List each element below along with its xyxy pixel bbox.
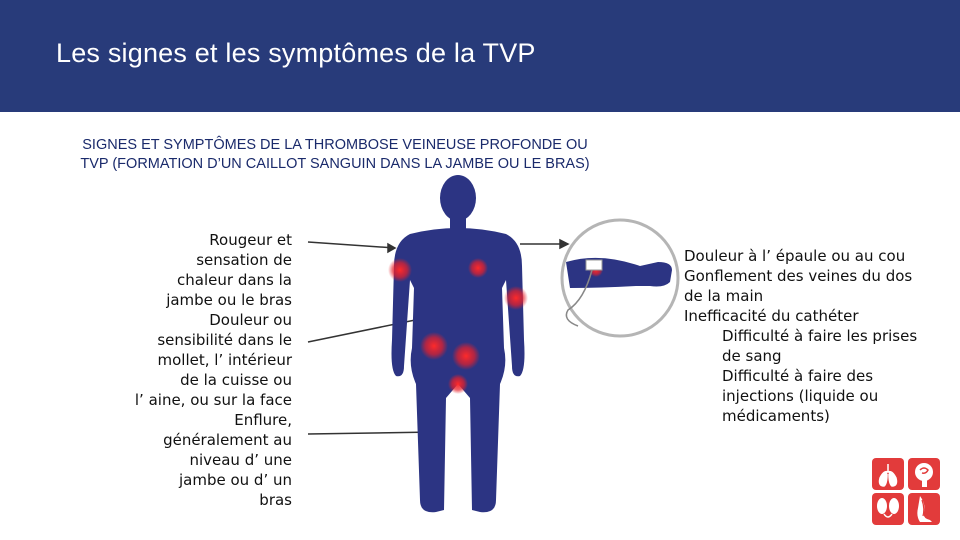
symptom-injection-cont: injections (liquide ou — [722, 387, 879, 405]
body-silhouette — [392, 175, 525, 512]
symptom-vein-swelling-cont: de la main — [684, 287, 764, 305]
slide-subtitle — [40, 136, 630, 174]
symptom-line: niveau d’ une — [189, 451, 292, 469]
spot-groin — [420, 332, 448, 360]
leg-vein-icon — [908, 493, 940, 525]
brain-head-icon — [908, 458, 940, 490]
symptom-line: sensibilité dans le — [157, 331, 292, 349]
spot-right-forearm — [504, 286, 528, 310]
symptom-line: Douleur ou — [209, 311, 292, 329]
symptom-line: Rougeur et — [209, 231, 292, 249]
pointer-line-pain — [308, 318, 425, 342]
symptom-blood-draw: Difficulté à faire les prises — [722, 327, 918, 345]
symptom-line: jambe ou d’ un — [178, 471, 292, 489]
symptom-shoulder-pain: Douleur à l’ épaule ou au cou — [684, 247, 906, 265]
spot-left-arm — [388, 258, 412, 282]
symptom-line: de la cuisse ou — [180, 371, 292, 389]
left-symptom-list — [96, 230, 292, 510]
symptom-catheter: Inefficacité du cathéter — [684, 307, 859, 325]
symptom-line: bras — [259, 491, 292, 509]
symptom-blood-draw-cont: de sang — [722, 347, 782, 365]
symptom-injection-end: médicaments) — [722, 407, 830, 425]
symptom-line: mollet, l’ intérieur — [157, 351, 292, 369]
spot-right-upper-arm — [468, 258, 488, 278]
body-illustration — [300, 170, 680, 515]
spot-thigh — [452, 342, 480, 370]
lungs-icon — [872, 458, 904, 490]
subtitle-line-2: TVP (FORMATION D’UN CAILLOT SANGUIN DANS LA JAMBE OU LE BRAS) — [80, 156, 590, 172]
pointer-line-swelling — [308, 432, 435, 434]
symptom-vein-swelling: Gonflement des veines du dos — [684, 267, 913, 285]
spot-knee — [448, 374, 468, 394]
symptom-line: Enflure, — [234, 411, 292, 429]
slide-title: Les signes et les symptômes de la TVP — [56, 38, 536, 68]
symptom-line: sensation de — [196, 251, 292, 269]
slide-header — [0, 0, 960, 112]
symptom-line: jambe ou le bras — [166, 291, 292, 309]
symptom-line: généralement au — [163, 431, 292, 449]
symptom-line: chaleur dans la — [177, 271, 292, 289]
kidneys-icon — [872, 493, 904, 525]
symptom-line: l’ aine, ou sur la face — [134, 391, 292, 409]
arm-inset — [562, 220, 678, 336]
right-symptom-list — [684, 246, 954, 426]
pointer-line-redness — [308, 242, 395, 248]
subtitle-line-1: SIGNES ET SYMPTÔMES DE LA THROMBOSE VEINEUSE PROFONDE OU — [82, 137, 588, 153]
organ-icons — [870, 456, 942, 526]
symptom-injection: Difficulté à faire des — [722, 367, 874, 385]
